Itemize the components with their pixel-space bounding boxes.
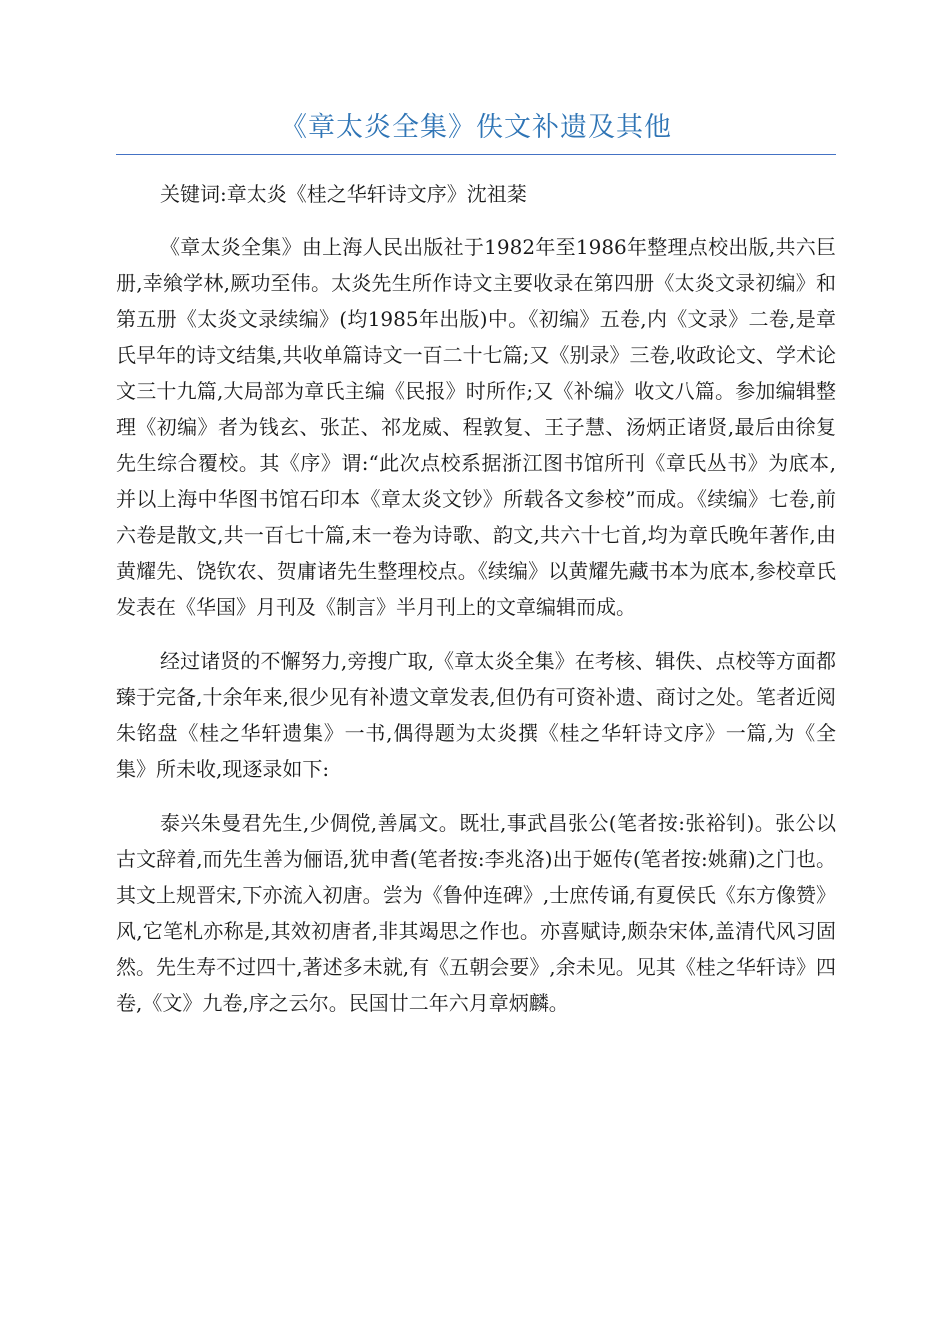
title-underline (116, 154, 836, 155)
document-title: 《章太炎全集》佚文补遗及其他 (280, 112, 672, 143)
body-paragraph-2: 经过诸贤的不懈努力,旁搜广取,《章太炎全集》在考核、辑佚、点校等方面都臻于完备,十余年来,很少见有补遗文章发表,但仍有可资补遗、商讨之处。笔者近阅朱铭盘《桂之华轩遗集》一书,偶得题为太炎撰《桂之华轩诗文序》一篇,为《全集》所未收,现逐录如下: (116, 649, 836, 781)
document-page (116, 108, 836, 1021)
body-paragraph-1: 《章太炎全集》由上海人民出版社于1982年至1986年整理点校出版,共六巨册,幸飨学林,厥功至伟。太炎先生所作诗文主要收录在第四册《太炎文录初编》和第五册《太炎文录续编》(均1985年出版)中。《初编》五卷,内《文录》二卷,是章氏早年的诗文结集,共收单篇诗文一百二十七篇;又《别录》三卷,收政论文、学术论文三十九篇,大局部为章氏主编《民报》时所作;又《补编》收文八篇。参加编辑整理《初编》者为钱玄、张芷、祁龙威、程敦复、王子慧、汤炳正诸贤,最后由徐复先生综合覆校。其《序》谓:“此次点校系据浙江图书馆所刊《章氏丛书》为底本,并以上海中华图书馆石印本《章太炎文钞》所载各文参校”而成。《续编》七卷,前六卷是散文,共一百七十篇,末一卷为诗歌、韵文,共六十七首,均为章氏晚年著作,由黄耀先、饶钦农、贺庸诸先生整理校点。《续编》以黄耀先藏书本为底本,参校章氏发表在《华国》月刊及《制言》半月刊上的文章编辑而成。 (116, 235, 836, 619)
keywords-line: 关键词:章太炎《桂之华轩诗文序》沈祖棻 (160, 182, 527, 206)
body-paragraph-3: 泰兴朱曼君先生,少倜傥,善属文。既壮,事武昌张公(笔者按:张裕钊)。张公以古文辞着,而先生善为俪语,犹申耆(笔者按:李兆洛)出于姬传(笔者按:姚鼐)之门也。其文上规晋宋,下亦流入初唐。尝为《鲁仲连碑》,士庶传诵,有夏侯氏《东方像赞》风,它笔札亦称是,其效初唐者,非其竭思之作也。亦喜赋诗,颇杂宋体,盖清代风习固然。先生寿不过四十,著述多未就,有《五朝会要》,余未见。见其《桂之华轩诗》四卷,《文》九卷,序之云尔。民国廿二年六月章炳麟。 (116, 811, 836, 1015)
